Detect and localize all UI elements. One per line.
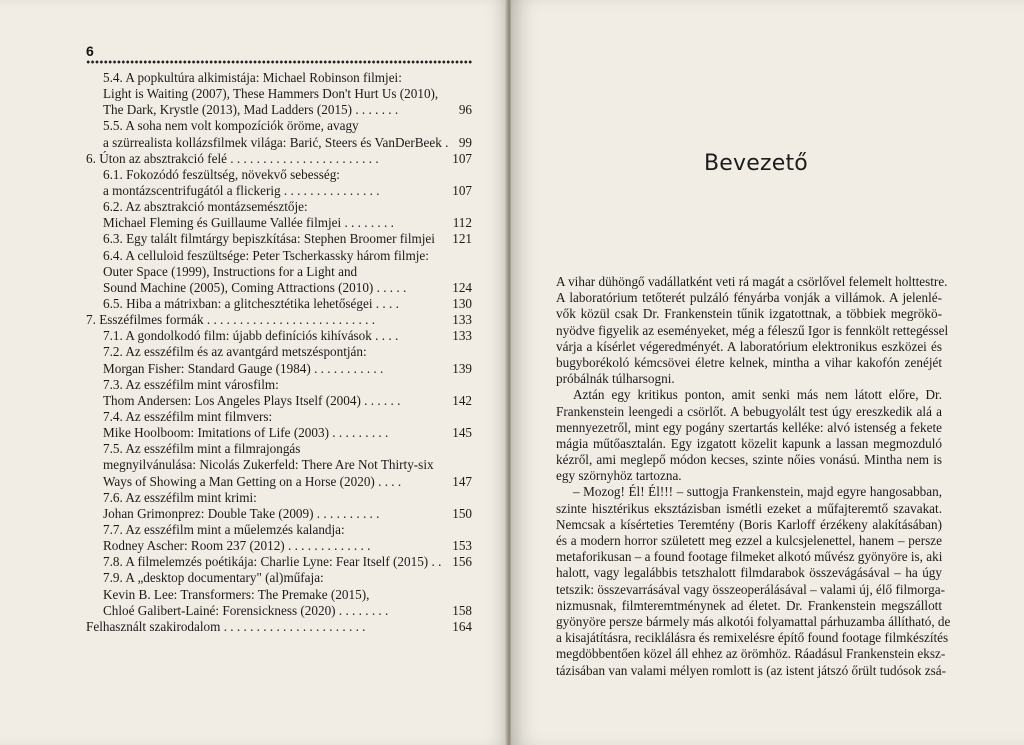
toc-entry-text: Ways of Showing a Man Getting on a Horse (2020) . . . . [103,473,402,489]
text-line: egy szörnyhöz tartozna. [556,468,682,484]
toc-entry [86,393,472,409]
text-line: szinte hisztérikus eksztázisban ismétli ezeket a műfajteremtő szavakat. [556,500,942,516]
toc-entry [86,296,472,312]
toc-entry-text: 6.2. Az absztrakció montázsemésztője: [103,199,308,215]
text-line: vők közül csak Dr. Frankenstein tűnik izgatottnak, a többiek megrökö- [556,306,942,322]
toc-page-number: 145 [452,425,472,441]
toc-entry-text: a montázscentrifugától a flickerig . . . . . . . . . . . . . . . [103,182,380,198]
text-line: próbálnák túlharsogni. [556,371,675,387]
toc-entry [86,587,472,603]
toc-entry-text: Light is Waiting (2007), These Hammers Don't Hurt Us (2010), [103,86,439,102]
toc-entry-text: Sound Machine (2005), Coming Attractions (2010) . . . . . [103,279,407,295]
toc-entry [86,328,472,344]
text-line: A vihar dühöngő vadállatként veti rá magát a csörlővel felemelt holttestre. [556,274,948,289]
toc-entry [86,554,472,570]
text-line: Frankenstein leengedi a csörlőt. A bebugyolált test úgy ereszkedik alá a [556,403,942,419]
toc-entry-text: 5.5. A soha nem volt kompozíciók öröme, avagy [103,118,359,134]
text-line: nyödve figyelik az eseményeket, még a féleszű Igor is fennkölt rettegéssel [556,322,949,338]
toc-entry-text: Kevin B. Lee: Transformers: The Premake (2015), [103,586,370,602]
toc-entry [86,280,472,296]
page-number: 6 [86,43,94,59]
toc-entry-text: 7.2. Az esszéfilm és az avantgárd metszéspontján: [103,344,367,360]
text-line: és a modern horror született meg ezzel a kulcsjelenettel, hanem – persze [556,533,942,548]
toc-page-number: 147 [452,473,472,489]
toc-entry-text: 6.5. Hiba a mátrixban: a glitchesztétika lehetőségei . . . . [103,295,399,311]
left-page [0,0,509,745]
toc-page-number: 121 [452,231,472,247]
text-line: nizmusnak, filmteremtménynek ad életet. Dr. Frankenstein megszállott [556,597,942,613]
toc-entry [86,167,472,183]
toc-page-number: 150 [452,505,472,521]
text-line: várja a kísérlet végeredményét. A laboratórium elektronikus eszközei és [556,338,942,354]
toc-page-number: 158 [452,602,472,618]
text-line: halott, vagy legalábbis tetszhalott filmdarabok összevágásával – ha úgy [556,565,942,581]
toc-entry-text: 7.7. Az esszéfilm mint a műelemzés kalandja: [103,521,345,537]
toc-entry [86,490,472,506]
toc-entry [86,102,472,118]
toc-page-number: 124 [452,279,472,295]
toc-entry-text: a szürrealista kollázsfilmek világa: Barić, Steers és VanDerBeek . [103,134,449,150]
text-line: gyönyöre persze bármely más alkotói folyamattal párhuzamba állítható, de [556,613,951,629]
toc-entry-text: 7.5. Az esszéfilm mint a filmrajongás [103,441,301,457]
text-line: – Mozog! Él! Él!!! – suttogja Frankenstein, majd egyre hangosabban, [573,484,942,500]
text-line: bugyborékoló kémcsövei életre kelnek, mintha a vihar kakofón zenéjét [556,354,942,370]
toc-entry [86,215,472,231]
toc-entry-text: 6.1. Fokozódó feszültség, növekvő sebesség: [103,166,340,182]
toc-entry-text: 7.3. Az esszéfilm mint városfilm: [103,376,279,392]
toc-entry-text: Felhasznált szakirodalom . . . . . . . . . . . . . . . . . . . . . . [86,618,366,634]
toc-entry-text: 7.8. A filmelemzés poétikája: Charlie Lyne: Fear Itself (2015) . . [103,554,442,570]
toc-entry [86,619,472,635]
text-line: Nemcsak a kísérteties Teremtény (Boris Karloff érzékeny alakításában) [556,516,942,532]
toc-entry-text: 7.4. Az esszéfilm mint filmvers: [103,408,273,424]
toc-entry-text: Mike Hoolboom: Imitations of Life (2003) . . . . . . . . . [103,425,389,441]
toc-entry [86,538,472,554]
toc-entry-text: 6.3. Egy talált filmtárgy bepiszkítása: Stephen Broomer filmjei [103,231,435,247]
toc-entry [86,344,472,360]
toc-entry-text: 7.9. A „desktop documentary" (al)műfaja: [103,570,324,586]
text-line: a kisajátításra, reciklálásra és remixelésre építő found footage filmkészítés [556,630,949,646]
toc-page-number: 133 [452,312,472,328]
toc-page-number: 153 [452,538,472,554]
toc-page-number: 156 [452,554,472,570]
toc-entry-text: The Dark, Krystle (2013), Mad Ladders (2015) . . . . . . . [103,102,399,118]
toc-entry-text: Johan Grimonprez: Double Take (2009) . . . . . . . . . . [103,505,380,521]
toc-entry-text: 7.1. A gondolkodó film: újabb definíciós kihívások . . . . [103,328,399,344]
toc-entry-text: 6.4. A celluloid feszültsége: Peter Tscherkassky három filmje: [103,247,429,263]
toc-entry [86,312,472,328]
toc-entry-text: 7. Esszéfilmes formák . . . . . . . . . . . . . . . . . . . . . . . . . . [86,312,375,328]
toc-page-number: 139 [452,360,472,376]
text-line: kézről, ami meglepő módon kecses, szinte nőies vonású. Mintha nem is [556,452,942,468]
toc-entry-text: Morgan Fisher: Standard Gauge (1984) . . . . . . . . . . . [103,360,384,376]
toc-page-number: 99 [458,134,472,150]
toc-page-number: 96 [458,102,472,118]
toc-entry [86,570,472,586]
text-line: metaforikusan – a found footage filmeket alkotó művész gyönyöre is, aki [556,549,943,565]
toc-entry [86,425,472,441]
text-line: mágia műtőasztalán. Egy izgatott közelit kapunk a lassan megmozduló [556,435,942,451]
text-line: mennyezetről, mint egy pogány szertartás kelléke: alvó istenség a fekete [556,419,942,435]
text-line: tázisában van valami mélyen romlott is (az istent játszó őrült tudósok zsá- [556,662,947,678]
toc-entry [86,118,472,134]
toc-page-number: 142 [452,392,472,408]
text-line: tetszik: összevarrásával vagy összeoperálásával – valami új, élő filmorga- [556,581,946,597]
toc-entry-text: 5.4. A popkultúra alkimistája: Michael Robinson filmjei: [103,70,402,85]
toc-entry [86,151,472,167]
toc-page-number: 107 [452,150,472,166]
text-line: megdöbbentően közel áll ehhez az örömhöz. Ráadásul Frankenstein eksz- [556,646,946,662]
toc-page-number: 164 [452,618,472,634]
toc-entry-text: 6. Úton az absztrakció felé . . . . . . . . . . . . . . . . . . . . . . . [86,150,379,166]
toc-entry [86,264,472,280]
text-line: A laboratórium tetőterét pulzáló fényárba vonják a villámok. A jelenlé- [556,290,942,306]
toc-entry [86,70,472,86]
toc-entry-text: 7.6. Az esszéfilm mint krimi: [103,489,257,505]
toc-entry [86,441,472,457]
body-text [556,274,951,679]
toc-page-number: 107 [452,182,472,198]
toc-page-number: 130 [452,295,472,311]
toc-entry [86,361,472,377]
toc-entry [86,409,472,425]
toc-entry [86,248,472,264]
toc-entry [86,86,472,102]
toc-entry [86,506,472,522]
toc-entry [86,135,472,151]
toc-entry [86,231,472,247]
toc-entry-text: Outer Space (1999), Instructions for a Light and [103,263,358,279]
table-of-contents [86,70,472,635]
toc-entry-text: megnyilvánulása: Nicolás Zukerfeld: There Are Not Thirty-six [103,457,434,473]
toc-entry [86,522,472,538]
toc-entry [86,199,472,215]
dotted-rule [86,60,472,64]
toc-page-number: 133 [452,328,472,344]
chapter-title: Bevezető [704,151,808,176]
toc-entry [86,377,472,393]
toc-entry-text: Rodney Ascher: Room 237 (2012) . . . . . . . . . . . . . [103,538,371,554]
toc-entry-text: Thom Andersen: Los Angeles Plays Itself (2004) . . . . . . [103,392,401,408]
toc-entry-text: Michael Fleming és Guillaume Vallée filmjei . . . . . . . . [103,215,394,231]
toc-entry-text: Chloé Galibert-Lainé: Forensickness (2020) . . . . . . . . [103,602,389,618]
toc-entry [86,183,472,199]
toc-entry [86,474,472,490]
text-line: Aztán egy kritikus ponton, amit senki más nem látott előre, Dr. [573,387,942,403]
toc-entry [86,457,472,473]
toc-entry [86,603,472,619]
toc-page-number: 112 [452,215,472,231]
